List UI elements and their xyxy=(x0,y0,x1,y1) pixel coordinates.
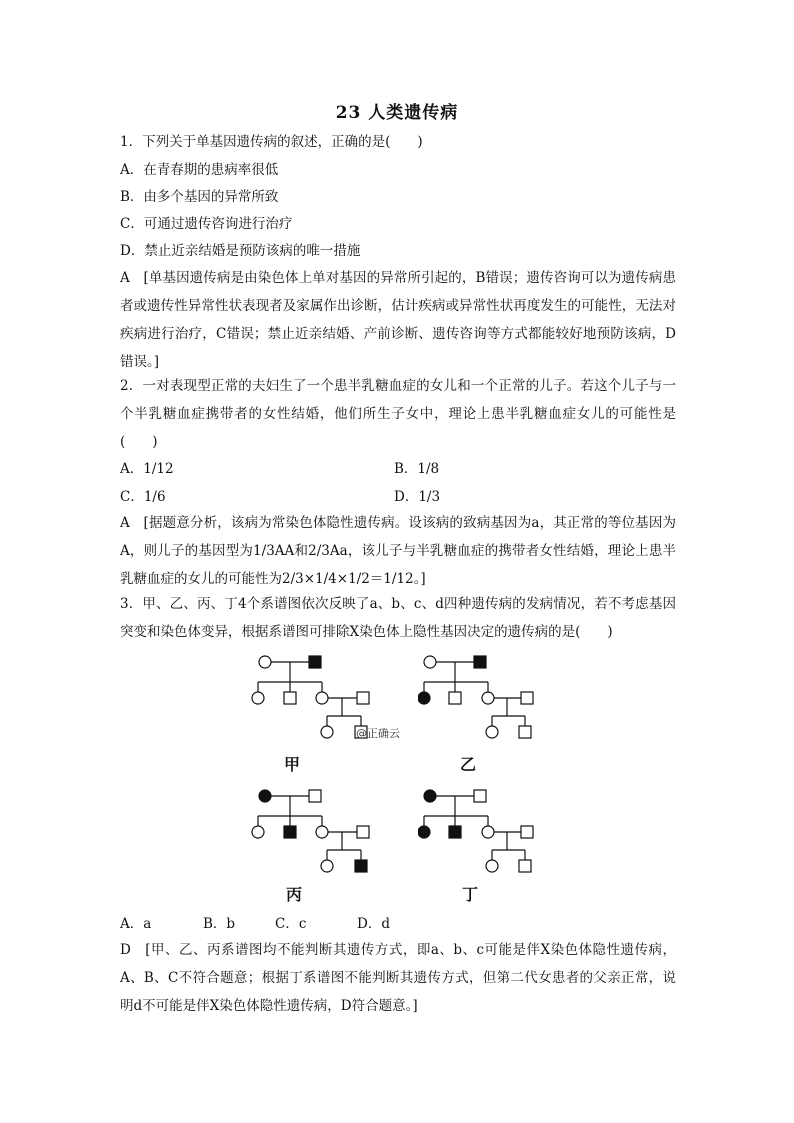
q1-answer: A [单基因遗传病是由染色体上单对基因的异常所引起的，B错误；遗传咨询可以为遗传病患者或遗传性异常性状表现者及家属作出诊断，估计疾病或异常性状再度发生的可能性，无法对疾病进行治疗，C错误；禁止近亲结婚、产前诊断、遗传咨询等方式都能较好地预防该病，D错误。] xyxy=(120,270,676,370)
watermark: @正确云 xyxy=(356,727,400,740)
page-title: 23 人类遗传病 xyxy=(335,103,459,123)
q2-option-a: A．1/12 xyxy=(120,461,174,477)
pedigree-bing xyxy=(250,786,390,878)
q3-stem: 3．甲、乙、丙、丁4个系谱图依次反映了a、b、c、d四种遗传病的发病情况，若不考虑基因突变和染色体变异，根据系谱图可排除X染色体上隐性基因决定的遗传病的是( ) xyxy=(120,596,676,640)
q1-option-c: C．可通过遗传咨询进行治疗 xyxy=(120,216,293,232)
q1-stem: 1．下列关于单基因遗传病的叙述，正确的是( ) xyxy=(120,134,423,150)
q3-option-d: D．d xyxy=(357,916,390,932)
pedigree-label-ding: 丁 xyxy=(462,885,479,904)
q1-option-d: D．禁止近亲结婚是预防该病的唯一措施 xyxy=(120,243,361,259)
pedigree-yi-figure xyxy=(418,652,558,744)
q3-option-a: A．a xyxy=(120,916,152,932)
pedigree-label-jia: 甲 xyxy=(284,755,301,774)
q2-stem: 2．一对表现型正常的夫妇生了一个患半乳糖血症的女儿和一个正常的儿子。若这个儿子与一个半乳糖血症携带者的女性结婚，他们所生子女中，理论上患半乳糖血症女儿的可能性是( ) xyxy=(120,378,676,450)
pedigree-ding xyxy=(418,786,558,878)
q2-option-b: B．1/8 xyxy=(394,461,440,477)
q2-option-d: D．1/3 xyxy=(394,489,441,505)
pedigree-yi xyxy=(418,652,558,744)
q1-option-a: A．在青春期的患病率很低 xyxy=(120,162,279,178)
q3-answer: D [甲、乙、丙系谱图均不能判断其遗传方式，即a、b、c可能是伴X染色体隐性遗传病，A、B、C不符合题意；根据丁系谱图不能判断其遗传方式，但第二代女患者的父亲正常，说明d不可能是伴X染色体隐性遗传病，D符合题意。] xyxy=(120,942,676,1014)
pedigree-ding-figure xyxy=(418,786,558,878)
q1-option-b: B．由多个基因的异常所致 xyxy=(120,189,279,205)
q3-option-c: C．c xyxy=(275,916,307,932)
pedigree-bing-figure xyxy=(250,786,390,878)
q2-answer: A [据题意分析，该病为常染色体隐性遗传病。设该病的致病基因为a，其正常的等位基因为A，则儿子的基因型为1/3AA和2/3Aa，该儿子与半乳糖血症的携带者女性结婚，理论上患半乳糖血症的女儿的可能性为2/3×1/4×1/2＝1/12。] xyxy=(120,515,676,587)
q3-option-b: B．b xyxy=(203,916,236,932)
pedigree-label-yi: 乙 xyxy=(460,755,477,774)
q2-option-c: C．1/6 xyxy=(120,489,166,505)
pedigree-label-bing: 丙 xyxy=(286,885,303,904)
